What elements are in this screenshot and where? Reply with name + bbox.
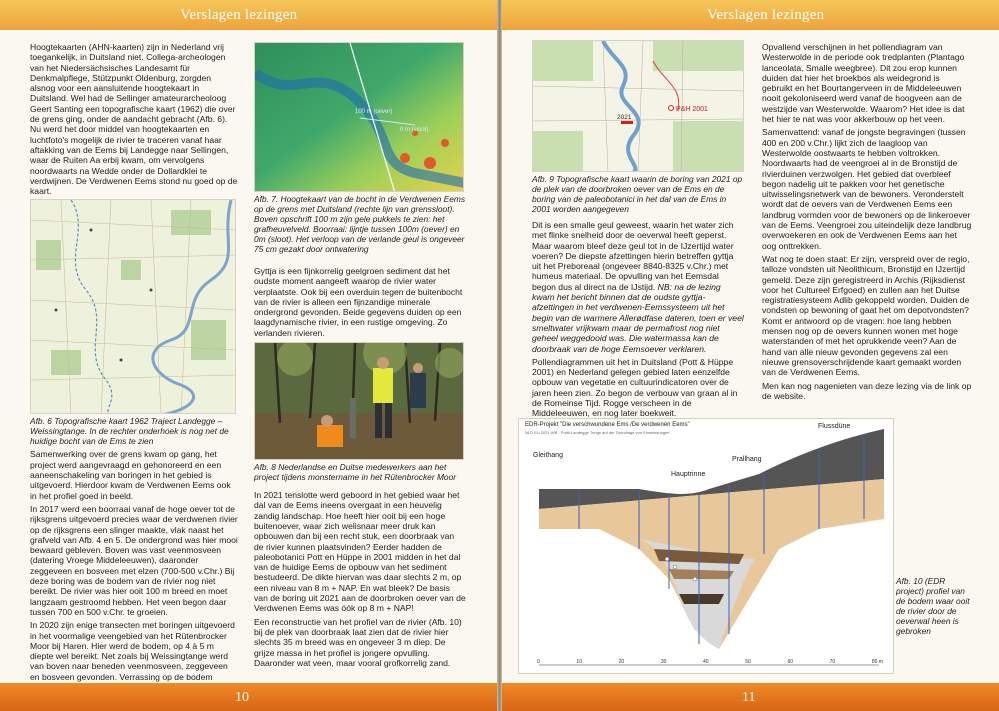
paragraph: In 2021 tenslotte werd geboord in het gebied waar het dal van de Eems ineens overgaat in een heuvelig zandig landschap. Hoe heeft hier ooit bij een hoge buitenoever, waar zich welisnaar meer druk kan opbouwen dan bij een recht stuk, een doorbraak van de rivier kunnen plaatsvinden? Eerder hadden de paleobotanici Pott en Hüppe in 2001 midden in het dal van de huidige Eems de opbouw van het sediment bestudeerd. De dikte hiervan was daar slechts 2 m, op een niveau van 8 m + NAP. En wat bleek? De basis van de boring uit 2021 aan de doorbroken oever van de Verdwenen Eems was óók op 8 m + NAP! (254, 490, 466, 614)
label-gleithang: Gleithang (533, 452, 563, 459)
paragraph: Opvallend verschijnen in het pollendiagram van Westerwolde in de periode ook tredplanten (Plantago lanceolata, Smalle weegbree). Dit zou erop kunnen duiden dat hier het broekbos als weidegrond is gebruikt en het Bourtangerveen in de Middeleeuwen nooit gekoloniseerd werd vanaf de hoogveen aan de westzijde van Westerwolde. Waarom? Het idee is dat het hier te nat was voor akkerbouw op het veen. (762, 42, 965, 125)
label-flussdune: Flussdüne (818, 423, 851, 430)
left-column-2 (254, 42, 466, 671)
paragraph: In 2017 werd een boorraai vanaf de hoge oever tot de rijksgrens uitgevoerd precies waar de verdwenen rivier op de rijksgrens een slinger maakte, vlak naast het grafveld van Afb. 4 en 5. De ondergrond was hier mooi bewaard gebleven. Boven was vast veenmosveen (datering Vroege Middeleeuwen), daaronder zeggeveen en bosveen met elzen (700-500 v.Chr.) Bij deze boring was de bodem van de rivier nog niet bereikt. De rivier was hier ooit 100 m breed en moet langzaam gestroomd hebben. Het veen begon daar tussen 700 en 500 v.Chr. te groeien. (30, 503, 238, 617)
profile-title: EDR-Projekt "Die verschwundene Ems /De verdwenen Eems" (525, 422, 690, 428)
header-band (502, 0, 999, 30)
x-tick: 80 m (871, 659, 883, 665)
figure-9-caption: Afb. 9 Topografische kaart waarin de boring van 2021 op de plek van de doorbroken oever van de Ems en de boring van de paleobotanici in het dal van de Ems in 2001 worden aangegeven (532, 174, 743, 214)
page-left (0, 0, 497, 711)
svg-text:0 m (sloot): 0 m (sloot) (400, 127, 429, 133)
label-hauptrinne: Hauptrinne (671, 471, 706, 478)
x-tick: 40 (703, 659, 709, 665)
paragraph: Hoogtekaarten (AHN-kaarten) zijn in Nederland vrij toegankelijk, in Duitsland niet. Collega-archeologen van het Niedersächsisches Landesamt für Denkmalpflege, Stützpunkt Oldenburg, zorgden alsnog voor een aansluitende hoogtekaart in Duitsland. Wel had de Sellinger amateurarcheoloog Geert Santing een topografische kaart (1962) die over de grens ging, onder de aandacht gebracht (Afb. 6). Nu werd het door middel van hoogtekaarten en luchtfoto's mogelijk de rivier te traceren vanaf haar aftakking van de Eems bij Landegge naar Sellingen, waar de Ruiten Aa erbij kwam, om vervolgens noordwaarts na Wedde onder de Dollardklei te verdwijnen. De Verdwenen Eems stond nu goed op de kaart. (30, 42, 238, 197)
figure-6-caption: Afb. 6 Topografische kaart 1962 Traject Landegge – Weissingtange. In de rechter onderhoek is nog net de huidige bocht van de Ems te zien (30, 416, 229, 447)
paragraph: Dit is een smalle geul geweest, waarin het water zich met flinke snelheid door de oeverwal heeft geperst. Maar waarom bleef deze geul tot in de IJzertijd water voeren? De diepste afzettingen hierin betreffen gyttja uit het Preboreaal (ongeveer 8840-8325 v.Chr.) met humeus materiaal. De opvulling van het Eemsdal begon dus al direct na de IJstijd. (532, 220, 734, 292)
paragraph-note: NB: na de lezing kwam het bericht binnen dat de oudste gyttja-afzettingen in het verdwenen-Eemssysteem uit het begin van de warmere Allerødfase dateren, toen er veel smeltwater vrijkwam maar de permafrost nog niet geheel weggedooid was. Die watermassa kan de doorbraak van de hoge Eemsoever verklaren. (532, 281, 744, 354)
section-title: Verslagen lezingen (180, 7, 298, 23)
figure-10-profile (518, 418, 894, 674)
paragraph: Wat nog te doen staat: Er zijn, verspreid over de regio, talloze vondsten uit Neolithicum, Bronstijd en IJzertijd gemeld. Deze zijn geregistreerd in Archis (Rijksdienst voor het Cultureel Erfgoed) en zullen aan het Duitse registratiesysteem Adlib gekoppeld worden. Duiden de vondsten op bewoning of gaat het om depotvondsten? Komt er antwoord op de vragen: hoe lang hebben mensen nog op de oevers kunnen wonen met hoge waterstanden of met het oprukkende veen? Aan de hand van alle nieuw gevonden gegevens zal een nieuwe grensoverschrijdende kaart gemaakt worden van de Verdwenen Eems. (762, 253, 970, 378)
x-tick: 50 (745, 659, 751, 665)
map-label-ph2001: P&H 2001 (676, 106, 708, 113)
label-prallhang: Prallhang (732, 456, 762, 463)
page-right (502, 0, 999, 711)
footer-band (0, 683, 497, 711)
x-tick: 0 (537, 659, 540, 665)
profile-subtitle: NLD EU 2021 WB · Profil Landegge Tringe auf der Grundlage von Einmessungen (525, 430, 670, 435)
x-tick: 20 (618, 659, 625, 665)
right-column-1 (532, 40, 744, 422)
figure-8-caption: Afb. 8 Nederlandse en Duitse medewerkers aan het project tijdens monstername in het Rütenbrocker Moor (254, 462, 457, 483)
figure-6-topo-map (30, 199, 236, 414)
x-tick: 30 (660, 659, 667, 665)
paragraph: Samenvattend: vanaf de jongste begravingen (tussen 400 en 200 v.Chr.) lijkt zich de laagloop van Westerwolde oostwaarts te hebben voltrokken. Noordwaarts had de veengroei al in de Bronstijd de rivierduinen verzwolgen. Het gebied dat overbleef begon nadelig uit te pakken voor het genetische uitwisselingsnetwerk van de bewoners. Veronderstelt wordt dat de oevers van de Verdwenen Eems een landbrug vormden voor de bewoners op de linkeroever van de Eems. Veengroei zou uiteindelijk deze landbrug overwoekeren en ook de Verdwenen Eems aan het oog onttrekken. (762, 127, 972, 251)
figure-9-topo-map (532, 40, 744, 172)
figure-7-caption: Afb. 7. Hoogtekaart van de bocht in de Verdwenen Eems op de grens met Duitsland (rechte lijn van grenssloot). Boven opschrift 100 m zijn gele pukkels te zien: het grafheuvelveld. Boorraai: lijntje tussen 100m (oever) en 0m (sloot). Het verloop van de verlande geul is ongeveer 75 cm gezakt door ontwatering (254, 194, 466, 254)
paragraph: Samenwerking over de grens kwam op gang, het project werd aangevraagd en gehonoreerd en een aaneenschakeling van boringen in het gebied is uitgevoerd. Hierdoor kwam de Verdwenen Eems ook in het profiel goed in beeld. (30, 449, 231, 501)
section-title: Verslagen lezingen (707, 7, 825, 23)
paragraph: Een reconstructie van het profiel van de rivier (Afb. 10) bij de plek van doorbraak laat zien dat de rivier hier slechts 35 m breed was en ongeveer 3 m diep. De grijze massa in het profiel is jongere opvulling. Daaronder wat veen, maar vooral grofkorrelig zand. (254, 616, 462, 668)
paragraph: Gyttja is een fijnkorrelig geelgroen sediment dat het oudste moment aangeeft waarop de rivier water verplaatste. Ook bij een overduin tegen de buitenbocht van de rivier is alleen een fijnzandige minerale ondergrond gevonden. Beide gegevens duiden op een laagdynamische rivier, in een rustige omgeving. Zo verlanden rivieren. (254, 266, 463, 338)
svg-text:100 m (oever): 100 m (oever) (355, 109, 393, 115)
figure-7-height-map (254, 42, 464, 192)
page-number: 11 (742, 690, 756, 705)
x-tick: 60 (787, 659, 793, 665)
figure-8-photo (254, 342, 464, 460)
x-tick: 10 (576, 659, 582, 665)
left-column-1 (30, 42, 238, 706)
paragraph: Men kan nog nagenieten van deze lezing via de link op de website. (762, 380, 972, 401)
profile-x-axis (537, 659, 883, 665)
footer-band (502, 683, 999, 711)
x-tick: 70 (829, 659, 836, 665)
header-band (0, 0, 497, 30)
figure-10-caption: Afb. 10 (EDR project) profiel van de bodem waar ooit de rivier door de oeverwal heen is gebroken (896, 576, 970, 636)
map-label-2021: 2021 (617, 114, 632, 121)
paragraph: In 2020 zijn enige transecten met boringen uitgevoerd in het voormalige veengebied van het Rütenbrocker Moor bij Haren. Hier werd de bodem, op 4 à 5 m diepte wel bereikt. Net zoals bij Weissingtange werd van boven naar beneden veenmosveen, zeggeveen en bosveen gevonden. Verrassing op de bodem (30, 620, 235, 682)
paragraph: Pollendiagrammen uit het in Duitsland (Pott & Hüppe 2001) en Nederland gelegen gebied laten eenzelfde opbouw van vegetatie en cultuurindicatoren over de jaren heen zien. Zo begon de verbouw van graan al in de Romeinse Tijd. Rogge verscheen in de Middeleeuwen, en nog later boekweit. (532, 356, 738, 419)
page-number: 10 (235, 690, 249, 705)
right-column-2 (762, 42, 972, 404)
